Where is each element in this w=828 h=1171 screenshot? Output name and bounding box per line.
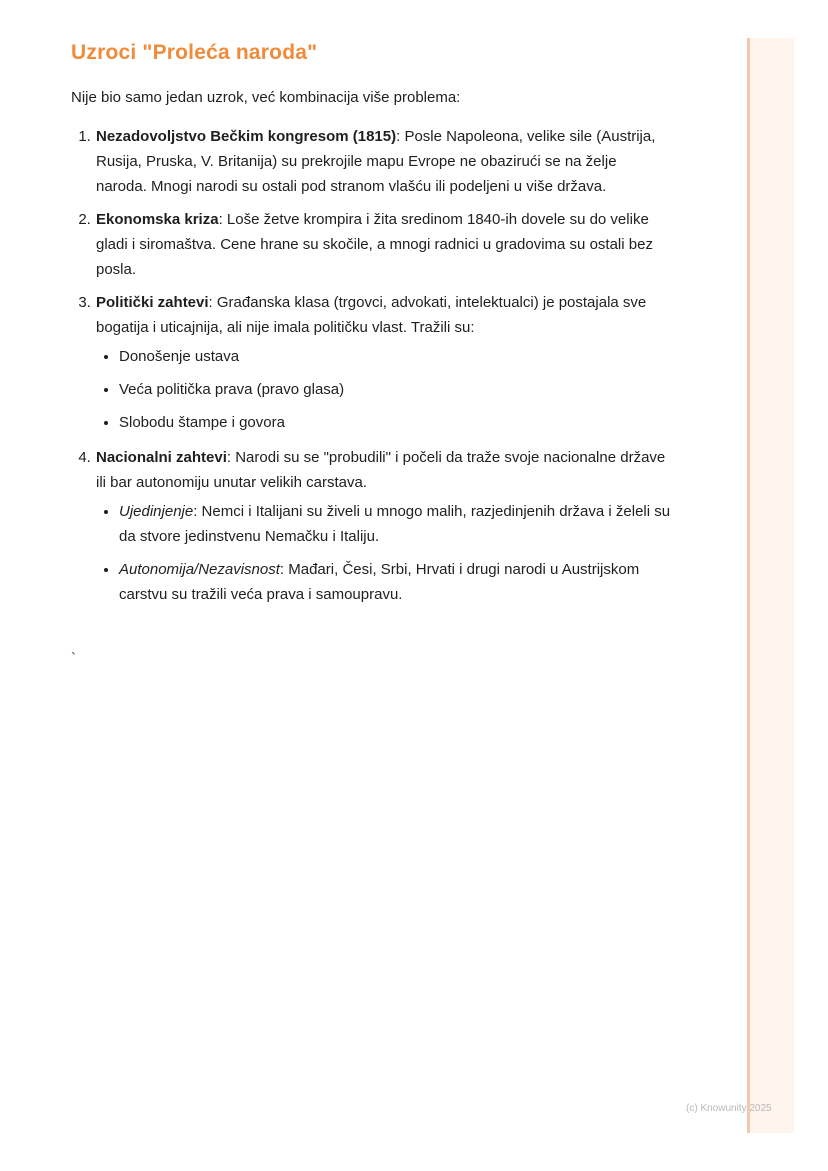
- cause-heading: Nacionalni zahtevi: [96, 449, 227, 466]
- sub-term: Autonomija/Nezavisnost: [119, 561, 280, 578]
- cause-heading: Nezadovoljstvo Bečkim kongresom (1815): [96, 128, 397, 145]
- cause-text: : Narodi su se "probudili" i počeli da traže svoje nacionalne države ili bar autonomiju unutar velikih carstava.: [96, 449, 666, 491]
- cause-item-1: [95, 124, 671, 199]
- document-body: [71, 38, 671, 615]
- cause-item-4: [95, 445, 671, 607]
- list-item: [119, 499, 671, 549]
- intro-paragraph: Nije bio samo jedan uzrok, već kombinacija više problema:: [71, 89, 461, 106]
- cause-item-2: [95, 207, 671, 282]
- sub-text: : Nemci i Italijani su živeli u mnogo malih, razjedinjenih država i želeli su da stvore jedinstvenu Nemačku i Italiju.: [119, 503, 671, 545]
- sub-text: : Mađari, Česi, Srbi, Hrvati i drugi narodi u Austrijskom carstvu su tražili veća prava i samoupravu.: [119, 561, 640, 603]
- cause-text: : Posle Napoleona, velike sile (Austrija, Rusija, Pruska, V. Britanija) su prekrojile mapu Evrope ne obazirući se na želje naroda. Mnogi narodi su ostali pod stranom vlašću ili podeljeni u više država.: [96, 128, 656, 195]
- page-title: Uzroci "Proleća naroda": [71, 41, 318, 64]
- list-item: [119, 557, 671, 607]
- copyright-footer: (c) Knowunity 2025: [686, 1103, 772, 1114]
- stray-mark: `: [71, 650, 76, 667]
- page-side-strip: [747, 38, 794, 1133]
- cause-heading: Ekonomska kriza: [96, 211, 219, 228]
- cause-heading: Politički zahtevi: [96, 294, 209, 311]
- political-demands-list: [96, 344, 671, 435]
- causes-list: [71, 124, 671, 607]
- cause-text: : Loše žetve krompira i žita sredinom 1840-ih dovele su do velike gladi i siromaštva. Cene hrane su skočile, a mnogi radnici u gradovima su ostali bez posla.: [96, 211, 653, 278]
- sub-term: Ujedinjenje: [119, 503, 194, 520]
- list-item: • Donošenje ustava: [119, 344, 671, 369]
- national-demands-list: [96, 499, 671, 607]
- list-item: • Veća politička prava (pravo glasa): [119, 377, 671, 402]
- list-item: • Slobodu štampe i govora: [119, 410, 671, 435]
- cause-item-3: [95, 290, 671, 435]
- cause-text: : Građanska klasa (trgovci, advokati, intelektualci) je postajala sve bogatija i uticajnija, ali nije imala političku vlast. Tražili su:: [96, 294, 647, 336]
